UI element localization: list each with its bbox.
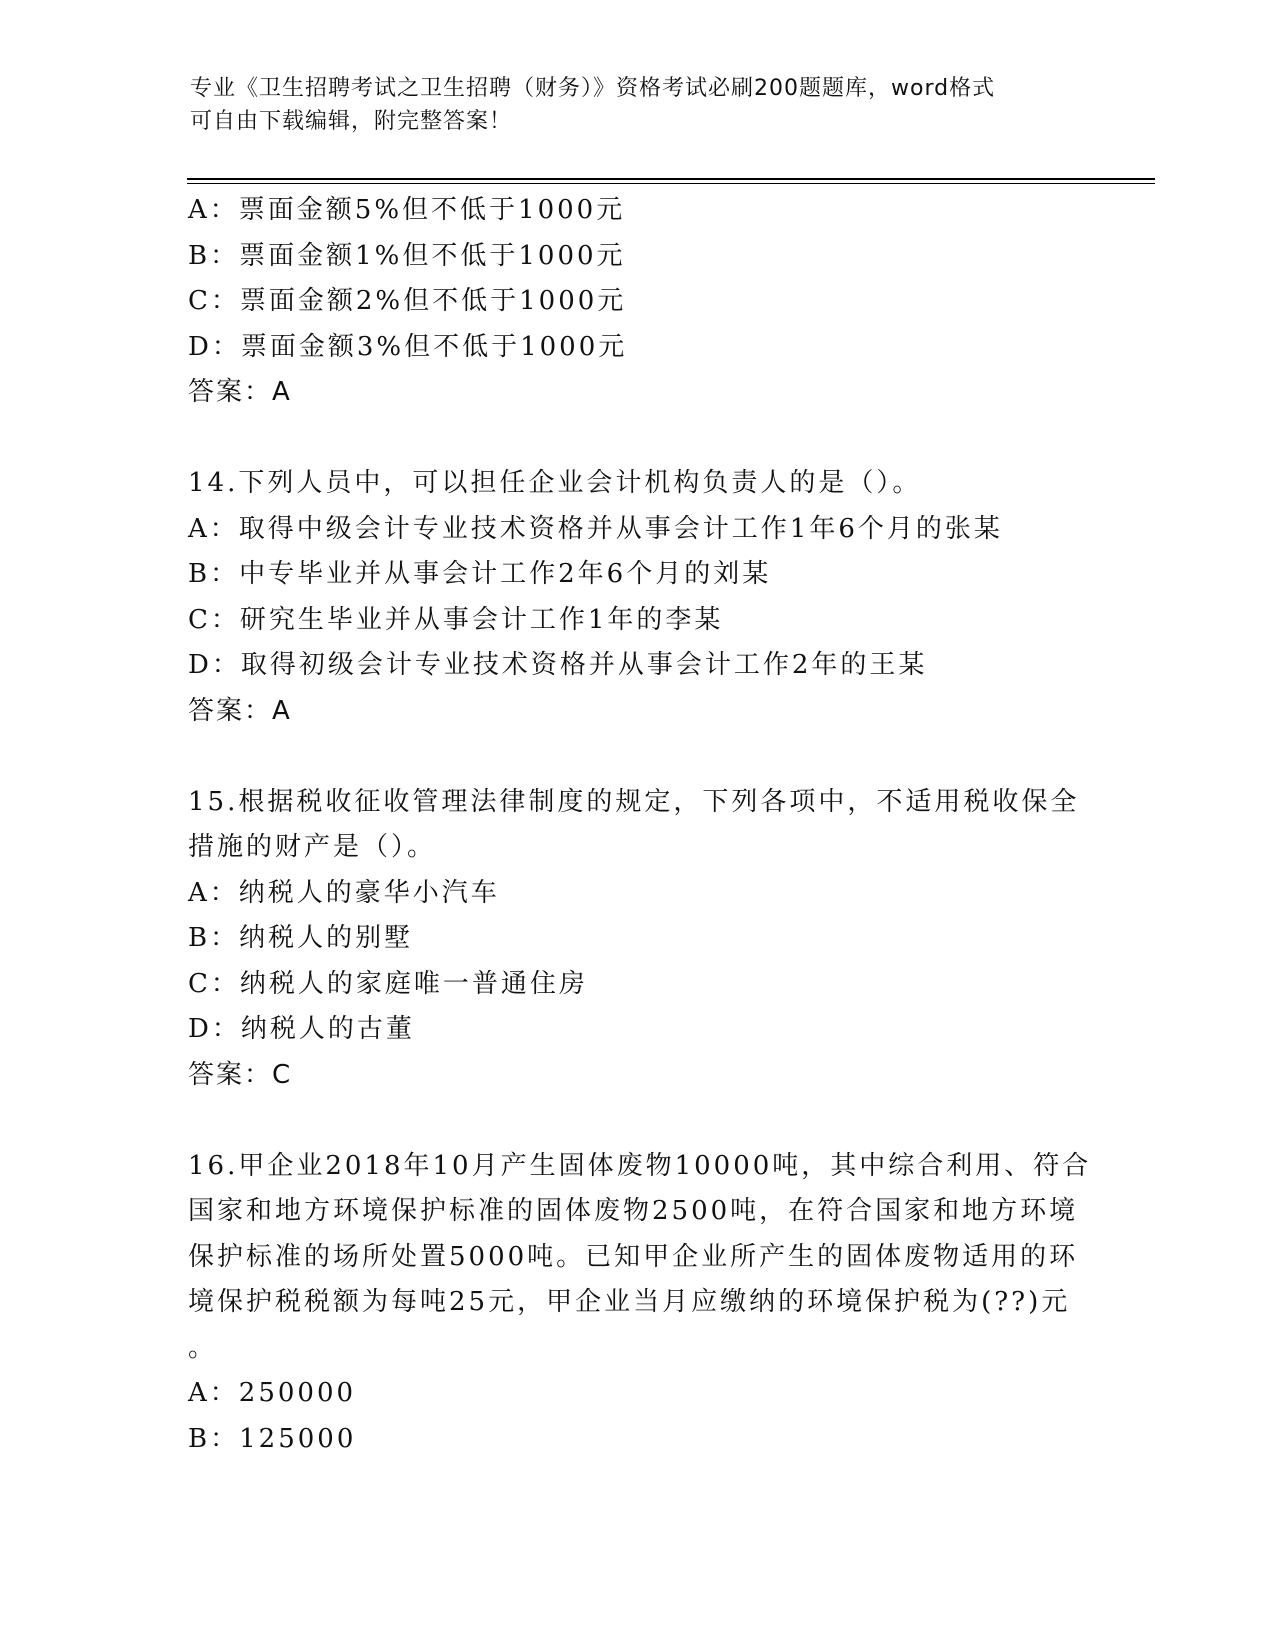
- option-d: D：纳税人的古董: [188, 1014, 415, 1044]
- question-text-line-4: 境保护税税额为每吨25元，甲企业当月应缴纳的环境保护税为(??)元: [188, 1287, 1071, 1317]
- header-divider-thick: [187, 178, 1155, 180]
- question-text-line-5: 。: [188, 1332, 218, 1363]
- question-13: [188, 188, 1088, 416]
- question-text-line-1: 15.根据税收征收管理法律制度的规定，下列各项中，不适用税收保全: [188, 786, 1080, 817]
- header-line-2: 可自由下载编辑，附完整答案！: [190, 109, 513, 134]
- document-header: [190, 72, 1070, 138]
- option-a: A：250000: [188, 1378, 357, 1408]
- option-c: C：研究生毕业并从事会计工作1年的李某: [188, 604, 724, 635]
- spacer: [188, 1098, 1088, 1144]
- question-14: [188, 461, 1088, 734]
- question-text-line-1: 16.甲企业2018年10月产生固体废物10000吨，其中综合利用、符合: [188, 1150, 1092, 1181]
- option-c: C：纳税人的家庭唯一普通住房: [188, 968, 588, 999]
- option-b: B：纳税人的别墅: [188, 923, 414, 953]
- question-16: [188, 1144, 1092, 1463]
- option-a: A：纳税人的豪华小汽车: [188, 877, 500, 908]
- header-divider-thin: [187, 183, 1155, 184]
- spacer: [188, 416, 1088, 462]
- question-text: 14.下列人员中，可以担任企业会计机构负责人的是（）。: [188, 468, 922, 498]
- option-c: C：票面金额2%但不低于1000元: [188, 286, 627, 316]
- option-b: B：中专毕业并从事会计工作2年6个月的刘某: [188, 559, 772, 589]
- spacer: [188, 734, 1088, 780]
- option-b: B：票面金额1%但不低于1000元: [188, 240, 626, 271]
- question-text-line-3: 保护标准的场所处置5000吨。已知甲企业所产生的固体废物适用的环: [188, 1241, 1079, 1272]
- answer: 答案：C: [188, 1059, 293, 1090]
- question-text-line-2: 措施的财产是（）。: [188, 832, 437, 862]
- option-b: B：125000: [188, 1423, 357, 1454]
- option-d: D：票面金额3%但不低于1000元: [188, 331, 628, 362]
- question-15: [188, 780, 1088, 1099]
- header-line-1: 专业《卫生招聘考试之卫生招聘（财务）》资格考试必刷200题题库，word格式: [190, 76, 996, 101]
- answer: 答案：A: [188, 377, 292, 407]
- question-list: [188, 188, 1092, 1462]
- answer: 答案：A: [188, 695, 292, 726]
- option-a: A：取得中级会计专业技术资格并从事会计工作1年6个月的张某: [188, 513, 1003, 544]
- option-a: A：票面金额5%但不低于1000元: [188, 195, 626, 225]
- option-d: D：取得初级会计专业技术资格并从事会计工作2年的王某: [188, 650, 928, 680]
- question-text-line-2: 国家和地方环境保护标准的固体废物2500吨，在符合国家和地方环境: [188, 1196, 1079, 1226]
